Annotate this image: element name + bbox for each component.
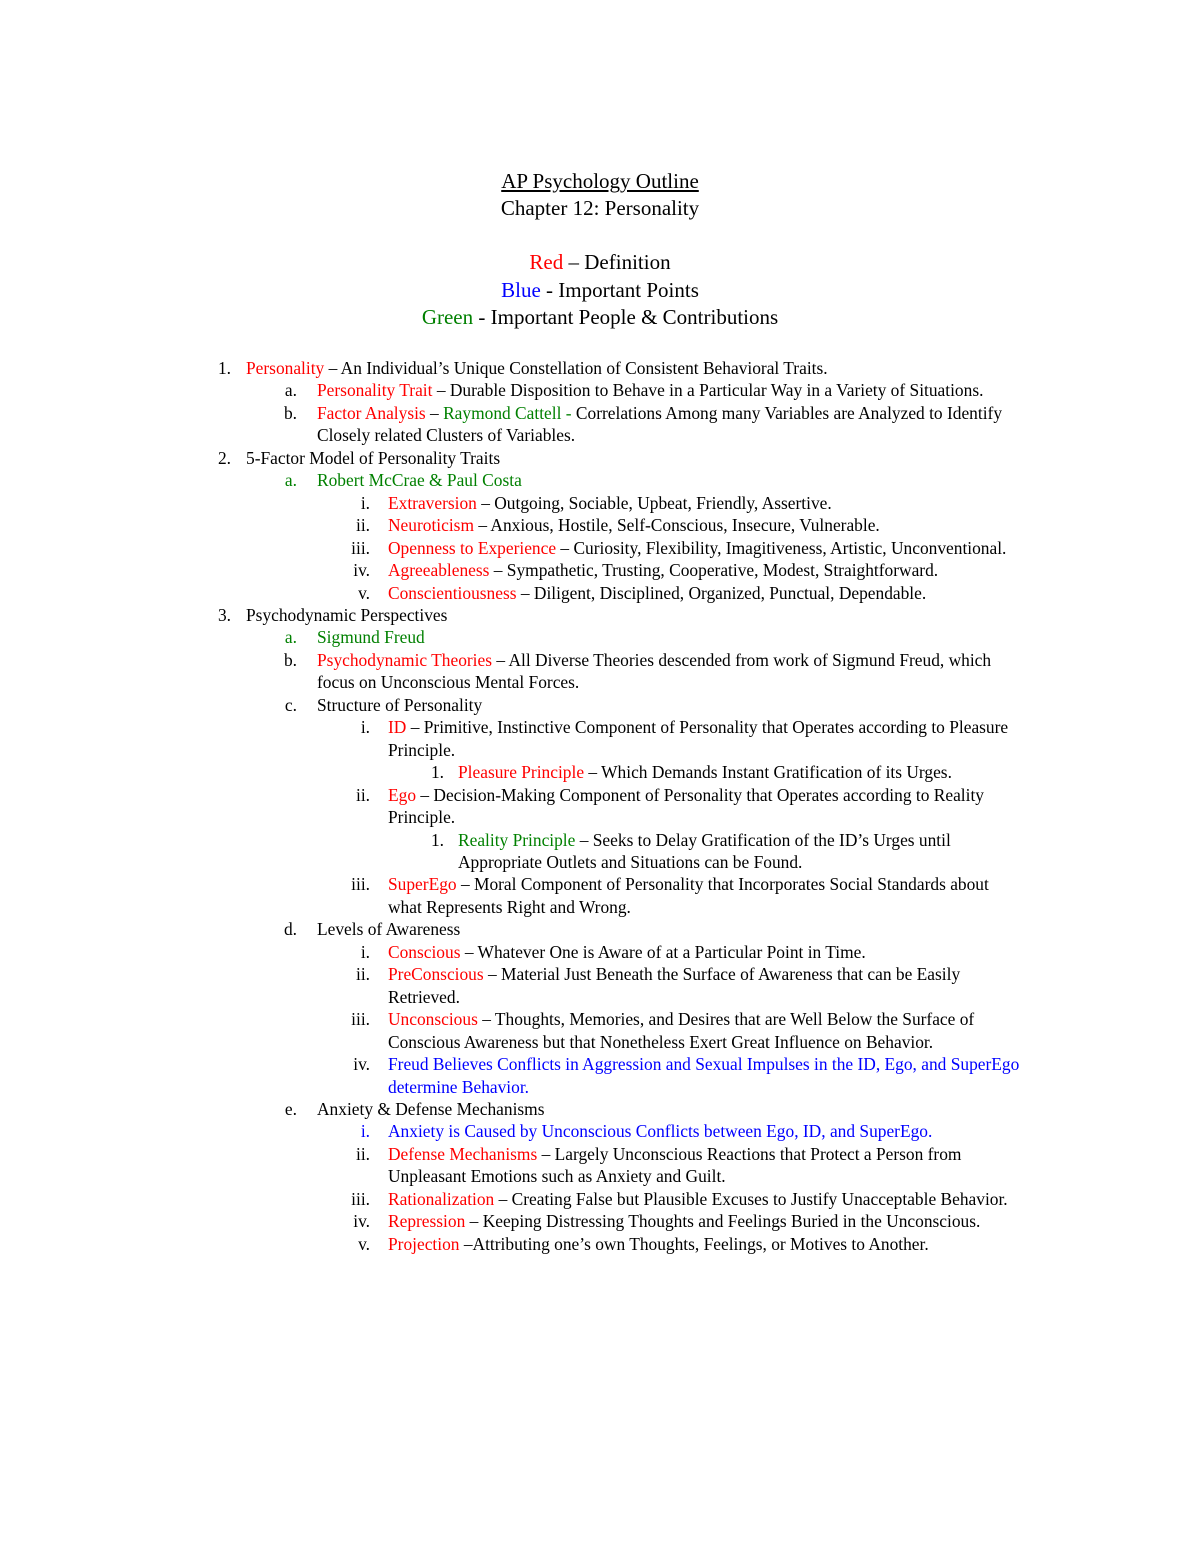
outline-marker: ii. [355,515,370,536]
outline-item-level-3 [0,1143,1200,1188]
outline-marker: 1. [430,762,444,783]
outline-item-level-4 [0,761,1200,783]
outline-marker: v. [358,582,370,603]
term-red: Repression [388,1211,466,1232]
outline-text-segment: – Decision-Making Component of Personality that Operates according to Reality Principle. [388,784,984,828]
outline-text-segment: – Anxious, Hostile, Self-Conscious, Insecure, Vulnerable. [473,515,880,536]
outline-text [388,1233,1022,1255]
term-red: Extraversion [388,492,477,513]
term-red: Projection [388,1233,460,1254]
outline-text-segment: – Largely Unconscious Reactions that Protect a Person from Unpleasant Emotions such as Anxiety and Guilt. [388,1143,962,1187]
outline-marker: b. [283,649,297,670]
outline-text [317,649,1030,694]
outline-marker: a. [284,380,297,401]
outline-text [388,941,1022,963]
term-red: SuperEgo [388,874,457,895]
outline-marker: i. [360,1121,370,1142]
outline-item-level-2 [0,918,1200,940]
outline-text-segment: – Creating False but Plausible Excuses to Justify Unacceptable Behavior. [494,1188,1008,1209]
outline-item-level-2 [0,402,1200,447]
outline-item-level-4 [0,829,1200,874]
outline-text [317,626,1030,648]
outline-item-level-3 [0,537,1200,559]
legend-description: – Definition [563,250,671,274]
outline-item-level-2 [0,1098,1200,1120]
outline-text-segment: Structure of Personality [317,694,483,715]
outline-text [388,1008,1022,1053]
legend-description: - Important Points [540,277,699,302]
document-header [0,168,1200,222]
outline-marker: d. [283,919,297,940]
outline-text-segment: – Whatever One is Aware of at a Particular Point in Time. [460,941,866,962]
outline-text-segment: – Moral Component of Personality that Incorporates Social Standards about what Represents Right and Wrong. [388,874,989,917]
outline-text [458,761,1022,783]
term-green: Reality Principle [458,829,576,850]
term-red: Rationalization [388,1188,495,1209]
outline-marker: ii. [355,964,370,985]
outline-text-segment: – Which Demands Instant Gratification of its Urges. [584,762,952,783]
outline-text [388,716,1022,761]
term-red: Conscious [388,941,461,962]
outline-text [317,402,1030,447]
outline-marker: ii. [355,784,370,805]
outline-item-level-2 [0,379,1200,401]
term-red: Ego [388,784,417,805]
outline-item-level-3 [0,582,1200,604]
outline-text [388,1143,1022,1188]
term-red: ID [388,717,407,738]
outline-marker: a. [284,470,297,491]
outline-text [317,1098,1030,1120]
outline-item-level-3 [0,1188,1200,1210]
legend-color-label: Red [529,250,564,274]
outline-marker: 1. [430,829,444,850]
outline-marker: 2. [217,447,231,468]
term-green: Robert McCrae & Paul Costa [317,470,522,491]
outline-text [317,918,1030,940]
outline-marker: v. [358,1233,370,1254]
outline-text [246,604,1030,626]
outline-text-segment: – Seeks to Delay Gratification of the ID’s Urges until Appropriate Outlets and Situations can be Found. [458,829,951,872]
outline-text-segment: Anxiety & Defense Mechanisms [317,1098,545,1119]
term-red: Neuroticism [388,515,474,536]
outline-marker: i. [360,492,370,513]
outline-text-segment: – Outgoing, Sociable, Upbeat, Friendly, Assertive. [476,492,832,513]
outline-item-level-3 [0,514,1200,536]
outline-item-level-3 [0,559,1200,581]
outline-text [246,447,1030,469]
outline-item-level-3 [0,941,1200,963]
outline-item-level-1 [0,357,1200,379]
outline-text-segment: Psychodynamic Perspectives [246,604,448,625]
outline-item-level-1 [0,604,1200,626]
outline-list [0,357,1200,1255]
outline-text [388,784,1022,829]
legend-item [0,249,1200,277]
outline-text [388,1120,1022,1142]
outline-text-segment: – Keeping Distressing Thoughts and Feelings Buried in the Unconscious. [465,1211,981,1232]
outline-item-level-3 [0,873,1200,918]
term-red: PreConscious [388,964,484,985]
outline-item-level-3 [0,1120,1200,1142]
term-red: Psychodynamic Theories [317,649,493,670]
outline-text [388,1053,1022,1098]
outline-item-level-1 [0,447,1200,469]
outline-text [317,379,1030,401]
outline-text-segment: – Material Just Beneath the Surface of Awareness that can be Easily Retrieved. [388,964,961,1007]
term-red: Agreeableness [388,560,490,581]
term-red: Personality [246,358,325,378]
term-blue: Anxiety is Caused by Unconscious Conflicts between Ego, ID, and SuperEgo. [388,1121,933,1142]
outline-marker: iii. [351,1009,370,1030]
outline-text [317,694,1030,716]
outline-text-segment: – Thoughts, Memories, and Desires that are Well Below the Surface of Conscious Awareness but that Nonetheless Exert Great Influence on Behavior. [388,1009,975,1052]
outline-marker: e. [284,1098,297,1119]
outline-text-segment: – Sympathetic, Trusting, Cooperative, Modest, Straightforward. [489,560,939,581]
outline-text [388,582,1022,604]
outline-item-level-3 [0,492,1200,514]
term-red: Unconscious [388,1009,478,1030]
outline-text-segment: 5-Factor Model of Personality Traits [246,447,501,468]
legend-description: - Important People & Contributions [473,305,779,329]
term-red: Openness to Experience [388,537,557,558]
outline-item-level-3 [0,1233,1200,1255]
outline-marker: iii. [351,537,370,558]
outline-marker: ii. [355,1143,370,1164]
outline-text [317,469,1030,491]
term-green: Raymond Cattell - [443,402,572,423]
outline-text-segment: – Curiosity, Flexibility, Imagitiveness, Artistic, Unconventional. [556,537,1007,558]
outline-marker: 1. [217,358,231,378]
outline-marker: c. [284,694,297,715]
legend-color-label: Green [421,305,474,329]
outline-marker: i. [360,941,370,962]
legend-item [0,277,1200,305]
outline-text-segment: – Durable Disposition to Behave in a Particular Way in a Variety of Situations. [432,380,984,401]
outline-item-level-2 [0,626,1200,648]
outline-item-level-3 [0,1008,1200,1053]
term-red: Pleasure Principle [458,762,585,783]
legend-color-label: Blue [501,277,541,302]
outline-text-segment: – An Individual’s Unique Constellation of Consistent Behavioral Traits. [324,358,828,378]
outline-item-level-3 [0,1053,1200,1098]
outline-text-segment: – Diligent, Disciplined, Organized, Punctual, Dependable. [516,582,927,603]
outline-text [388,514,1022,536]
term-blue: Freud Believes Conflicts in Aggression and Sexual Impulses in the ID, Ego, and SuperEgo determine Behavior. [388,1054,1020,1097]
outline-text-segment: Levels of Awareness [317,919,461,940]
outline-text [388,963,1022,1008]
outline-item-level-2 [0,469,1200,491]
outline-text [388,1210,1022,1232]
outline-text-segment: – [425,402,444,423]
term-green: Sigmund Freud [317,627,425,648]
outline-text-segment: –Attributing one’s own Thoughts, Feelings, or Motives to Another. [459,1233,929,1254]
outline-marker: iv. [353,560,370,581]
document-subtitle: Chapter 12: Personality [500,196,700,220]
outline-text [246,357,1030,379]
outline-marker: iv. [353,1054,370,1075]
outline-marker: iv. [353,1211,370,1232]
outline-text [388,559,1022,581]
outline-item-level-2 [0,694,1200,716]
outline-marker: 3. [217,604,231,625]
outline-text-segment: – All Diverse Theories descended from work of Sigmund Freud, which focus on Unconscious Mental Forces. [317,649,992,693]
outline-marker: b. [283,402,297,423]
outline-marker: iii. [351,1188,370,1209]
outline-text-segment: Correlations Among many Variables are Analyzed to Identify Closely related Clusters of Variables. [317,402,1003,446]
outline-item-level-2 [0,649,1200,694]
term-red: Conscientiousness [388,582,517,603]
legend-item [0,304,1200,332]
outline-text-segment: – Primitive, Instinctive Component of Personality that Operates according to Pleasure Principle. [388,717,1009,760]
color-legend [0,249,1200,332]
term-red: Factor Analysis [317,402,426,423]
outline-item-level-3 [0,1210,1200,1232]
outline-text [388,537,1022,559]
term-red: Personality Trait [317,380,433,401]
outline-item-level-3 [0,784,1200,829]
term-red: Defense Mechanisms [388,1143,538,1164]
outline-text [388,873,1022,918]
outline-marker: i. [360,717,370,738]
outline-item-level-3 [0,716,1200,761]
outline-text [388,1188,1022,1210]
outline-marker: a. [284,627,297,648]
outline-marker: iii. [351,874,370,895]
outline-item-level-3 [0,963,1200,1008]
document-title: AP Psychology Outline [501,169,699,193]
outline-text [458,829,1022,874]
outline-text [388,492,1022,514]
